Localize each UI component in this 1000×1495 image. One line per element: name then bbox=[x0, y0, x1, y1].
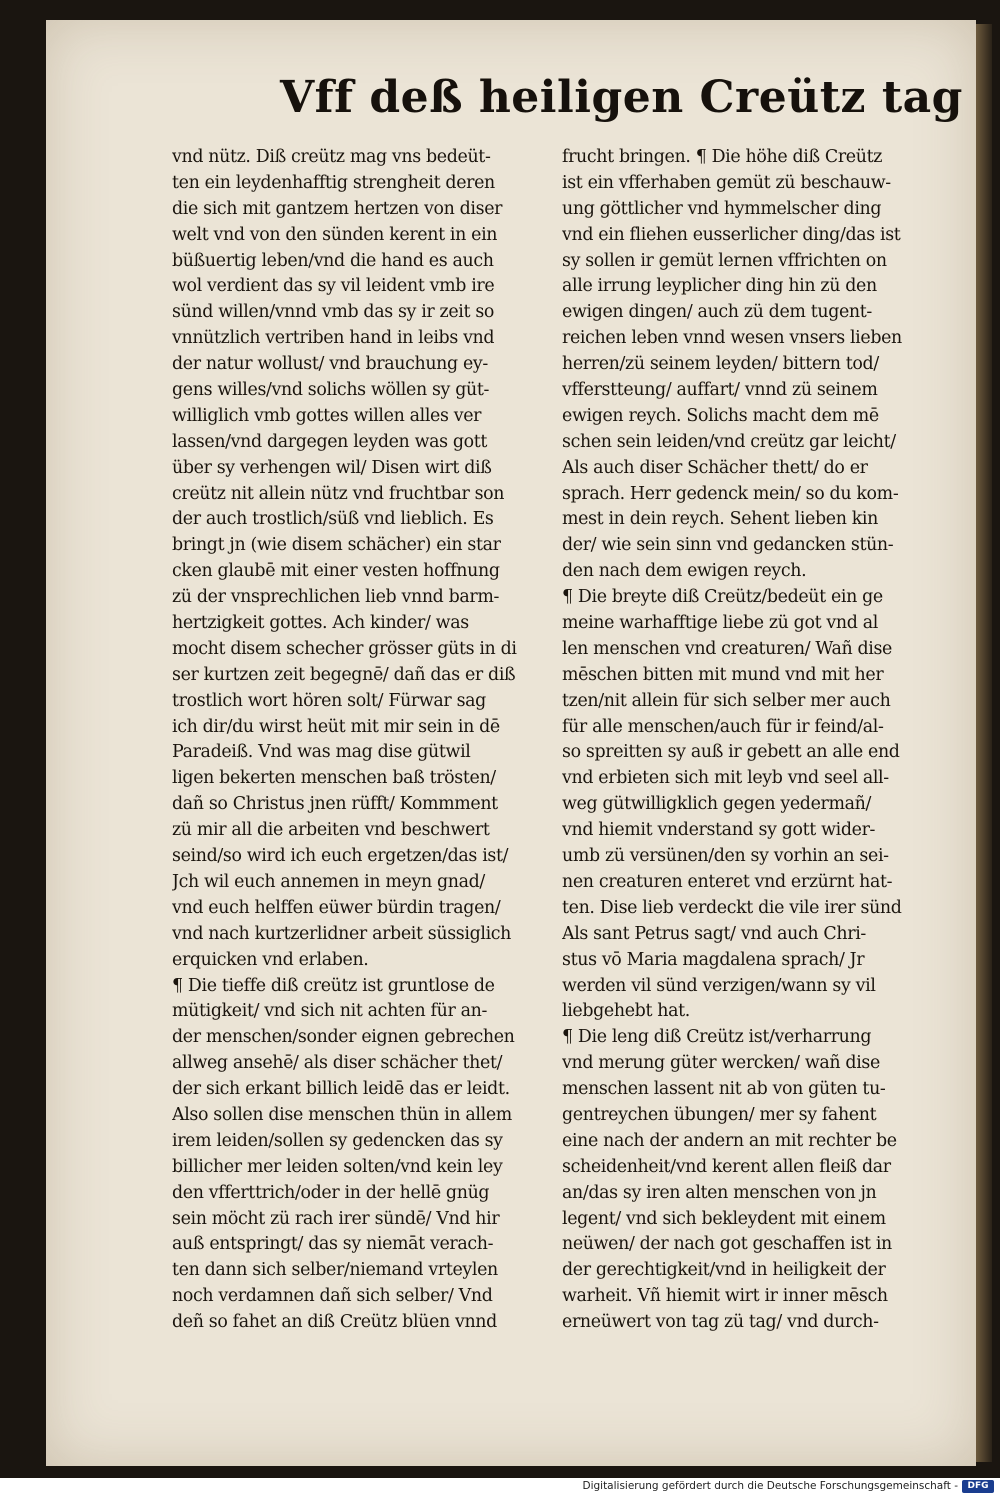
text-line: mēschen bitten mit mund vnd mit her bbox=[562, 664, 884, 685]
text-line: mocht disem schecher grösser güts in di bbox=[172, 638, 517, 659]
text-line: zü der vnsprechlichen lieb vnnd barm- bbox=[172, 587, 500, 608]
text-line: ung göttlicher vnd hymmelscher ding bbox=[562, 198, 882, 219]
text-line: vfferstteung/ auffart/ vnnd zü seinem bbox=[562, 380, 878, 401]
text-line: auß entspringt/ das sy niemāt verach- bbox=[172, 1234, 494, 1255]
text-line: den nach dem ewigen reych. bbox=[562, 561, 807, 582]
text-line: der sich erkant billich leidē das er leidt. bbox=[172, 1079, 510, 1100]
text-line: vnd euch helffen eüwer bürdin tragen/ bbox=[172, 897, 501, 918]
text-line: len menschen vnd creaturen/ Wañ dise bbox=[562, 638, 892, 659]
text-line: der/ wie sein sinn vnd gedancken stün- bbox=[562, 535, 894, 556]
text-line: ligen bekerten menschen baß trösten/ bbox=[172, 768, 496, 789]
page-edge bbox=[976, 24, 992, 1462]
text-line: noch verdamnen dañ sich selber/ Vnd bbox=[172, 1286, 493, 1307]
text-line: frucht bringen. ¶ Die höhe diß Creütz bbox=[562, 147, 883, 167]
text-line: den vfferttrich/oder in der hellē gnüg bbox=[172, 1182, 490, 1203]
text-line: ¶ Die breyte diß Creütz/bedeüt ein ge bbox=[562, 587, 883, 608]
text-line: an/das sy iren alten menschen von jn bbox=[562, 1182, 877, 1203]
text-line: erquicken vnd erlaben. bbox=[172, 949, 369, 970]
text-line: alle irrung leyplicher ding hin zü den bbox=[562, 276, 877, 297]
text-line: der auch trostlich/süß vnd lieblich. Es bbox=[172, 509, 494, 530]
text-line: vnd nütz. Diß creütz mag vns bedeüt- bbox=[172, 147, 491, 167]
text-line: erneüwert von tag zü tag/ vnd durch- bbox=[562, 1312, 879, 1333]
text-line: bringt jn (wie disem schächer) ein star bbox=[172, 535, 501, 556]
text-line: vnd hiemit vnderstand sy gott wider- bbox=[562, 820, 876, 841]
text-line: allweg ansehē/ als diser schächer thet/ bbox=[172, 1053, 503, 1074]
running-head: Vff deß heiligen Creütz tag bbox=[280, 72, 963, 123]
text-line: welt vnd von den sünden kerent in ein bbox=[172, 224, 498, 245]
text-line: ten dann sich selber/niemand vrteylen bbox=[172, 1260, 498, 1281]
text-line: seind/so wird ich euch ergetzen/das ist/ bbox=[172, 846, 509, 867]
text-line: sprach. Herr gedenck mein/ so du kom- bbox=[562, 483, 899, 504]
text-line: warheit. Vñ hiemit wirt ir inner mēsch bbox=[562, 1286, 888, 1307]
left-text-column bbox=[172, 145, 544, 1336]
text-line: Als auch diser Schächer thett/ do er bbox=[562, 457, 868, 478]
text-line: neüwen/ der nach got geschaffen ist in bbox=[562, 1234, 892, 1255]
text-line: hertzigkeit gottes. Ach kinder/ was bbox=[172, 613, 469, 634]
text-line: mütigkeit/ vnd sich nit achten für an- bbox=[172, 1001, 487, 1022]
text-line: ich dir/du wirst heüt mit mir sein in dē bbox=[172, 716, 500, 737]
dfg-logo: DFG bbox=[962, 1480, 994, 1493]
text-line: ser kurtzen zeit begegnē/ dañ das er diß bbox=[172, 664, 516, 685]
text-line: Als sant Petrus sagt/ vnd auch Chri- bbox=[562, 923, 866, 944]
text-line: ¶ Die leng diß Creütz ist/verharrung bbox=[562, 1027, 872, 1048]
text-line: creütz nit allein nütz vnd fruchtbar son bbox=[172, 483, 505, 504]
text-line: ewigen dingen/ auch zü dem tugent- bbox=[562, 302, 872, 323]
text-line: tzen/nit allein für sich selber mer auch bbox=[562, 690, 891, 711]
text-line: billicher mer leiden solten/vnd kein ley bbox=[172, 1156, 503, 1177]
text-line: deñ so fahet an diß Creütz blüen vnnd bbox=[172, 1312, 497, 1333]
text-line: sy sollen ir gemüt lernen vffrichten on bbox=[562, 250, 887, 271]
right-text-column bbox=[562, 145, 934, 1336]
text-line: gens willes/vnd solichs wöllen sy güt- bbox=[172, 380, 489, 401]
text-line: über sy verhengen wil/ Disen wirt diß bbox=[172, 457, 492, 478]
text-line: sein möcht zü rach irer sündē/ Vnd hir bbox=[172, 1208, 500, 1229]
text-line: vnnützlich vertriben hand in leibs vnd bbox=[172, 328, 495, 349]
text-line: vnd nach kurtzerlidner arbeit süssiglich bbox=[172, 923, 512, 944]
text-line: der natur wollust/ vnd brauchung ey- bbox=[172, 354, 488, 375]
text-line: für alle menschen/auch für ir feind/al- bbox=[562, 716, 884, 737]
text-line: williglich vmb gottes willen alles ver bbox=[172, 405, 482, 426]
digitization-footer bbox=[0, 1478, 1000, 1495]
text-line: Also sollen dise menschen thün in allem bbox=[172, 1104, 512, 1125]
text-line: weg gütwilligklich gegen yedermañ/ bbox=[562, 794, 872, 815]
text-line: herren/zü seinem leyden/ bittern tod/ bbox=[562, 354, 879, 375]
text-line: Jch wil euch annemen in meyn gnad/ bbox=[172, 871, 485, 892]
text-line: vnd erbieten sich mit leyb vnd seel all- bbox=[562, 768, 889, 789]
text-line: reichen leben vnnd wesen vnsers lieben bbox=[562, 328, 902, 349]
text-line: wol verdient das sy vil leident vmb ire bbox=[172, 276, 495, 297]
text-line: werden vil sünd verzigen/wann sy vil bbox=[562, 975, 876, 996]
text-line: vnd ein fliehen eusserlicher ding/das ist bbox=[562, 224, 901, 245]
footer-credit: Digitalisierung gefördert durch die Deutsche Forschungsgemeinschaft - bbox=[582, 1480, 958, 1492]
text-line: sünd willen/vnnd vmb das sy ir zeit so bbox=[172, 302, 495, 323]
text-line: scheidenheit/vnd kerent allen fleiß dar bbox=[562, 1156, 891, 1177]
text-line: ¶ Die tieffe diß creütz ist gruntlose de bbox=[172, 975, 495, 996]
text-line: lassen/vnd dargegen leyden was gott bbox=[172, 431, 488, 452]
text-line: eine nach der andern an mit rechter be bbox=[562, 1130, 897, 1151]
text-line: legent/ vnd sich bekleydent mit einem bbox=[562, 1208, 886, 1229]
text-line: liebgehebt hat. bbox=[562, 1001, 690, 1022]
text-line: büßuertig leben/vnd die hand es auch bbox=[172, 250, 494, 271]
text-line: stus vō Maria magdalena sprach/ Jr bbox=[562, 949, 865, 970]
text-line: vnd merung güter wercken/ wañ dise bbox=[562, 1053, 880, 1074]
text-line: meine warhafftige liebe zü got vnd al bbox=[562, 613, 878, 634]
text-line: umb zü versünen/den sy vorhin an sei- bbox=[562, 846, 889, 867]
text-line: trostlich wort hören solt/ Fürwar sag bbox=[172, 690, 486, 711]
text-line: ist ein vfferhaben gemüt zü beschauw- bbox=[562, 172, 891, 193]
text-line: so spreitten sy auß ir gebett an alle end bbox=[562, 742, 900, 763]
text-line: nen creaturen enteret vnd erzürnt hat- bbox=[562, 871, 893, 892]
text-line: ten ein leydenhafftig strengheit deren bbox=[172, 172, 495, 193]
text-line: die sich mit gantzem hertzen von diser bbox=[172, 198, 503, 219]
text-line: Paradeiß. Vnd was mag dise gütwil bbox=[172, 742, 471, 763]
text-line: menschen lassent nit ab von güten tu- bbox=[562, 1079, 886, 1100]
text-line: cken glaubē mit einer vesten hoffnung bbox=[172, 561, 500, 582]
text-line: dañ so Christus jnen rüfft/ Kommment bbox=[172, 794, 498, 815]
text-line: ewigen reych. Solichs macht dem mē bbox=[562, 405, 879, 426]
text-line: der menschen/sonder eignen gebrechen bbox=[172, 1027, 515, 1048]
text-line: ten. Dise lieb verdeckt die vile irer sünd bbox=[562, 897, 902, 918]
text-line: schen sein leiden/vnd creütz gar leicht/ bbox=[562, 431, 896, 452]
text-line: zü mir all die arbeiten vnd beschwert bbox=[172, 820, 490, 841]
text-line: gentreychen übungen/ mer sy fahent bbox=[562, 1104, 877, 1125]
text-line: irem leiden/sollen sy gedencken das sy bbox=[172, 1130, 503, 1151]
text-line: mest in dein reych. Sehent lieben kin bbox=[562, 509, 878, 530]
text-line: der gerechtigkeit/vnd in heiligkeit der bbox=[562, 1260, 886, 1281]
